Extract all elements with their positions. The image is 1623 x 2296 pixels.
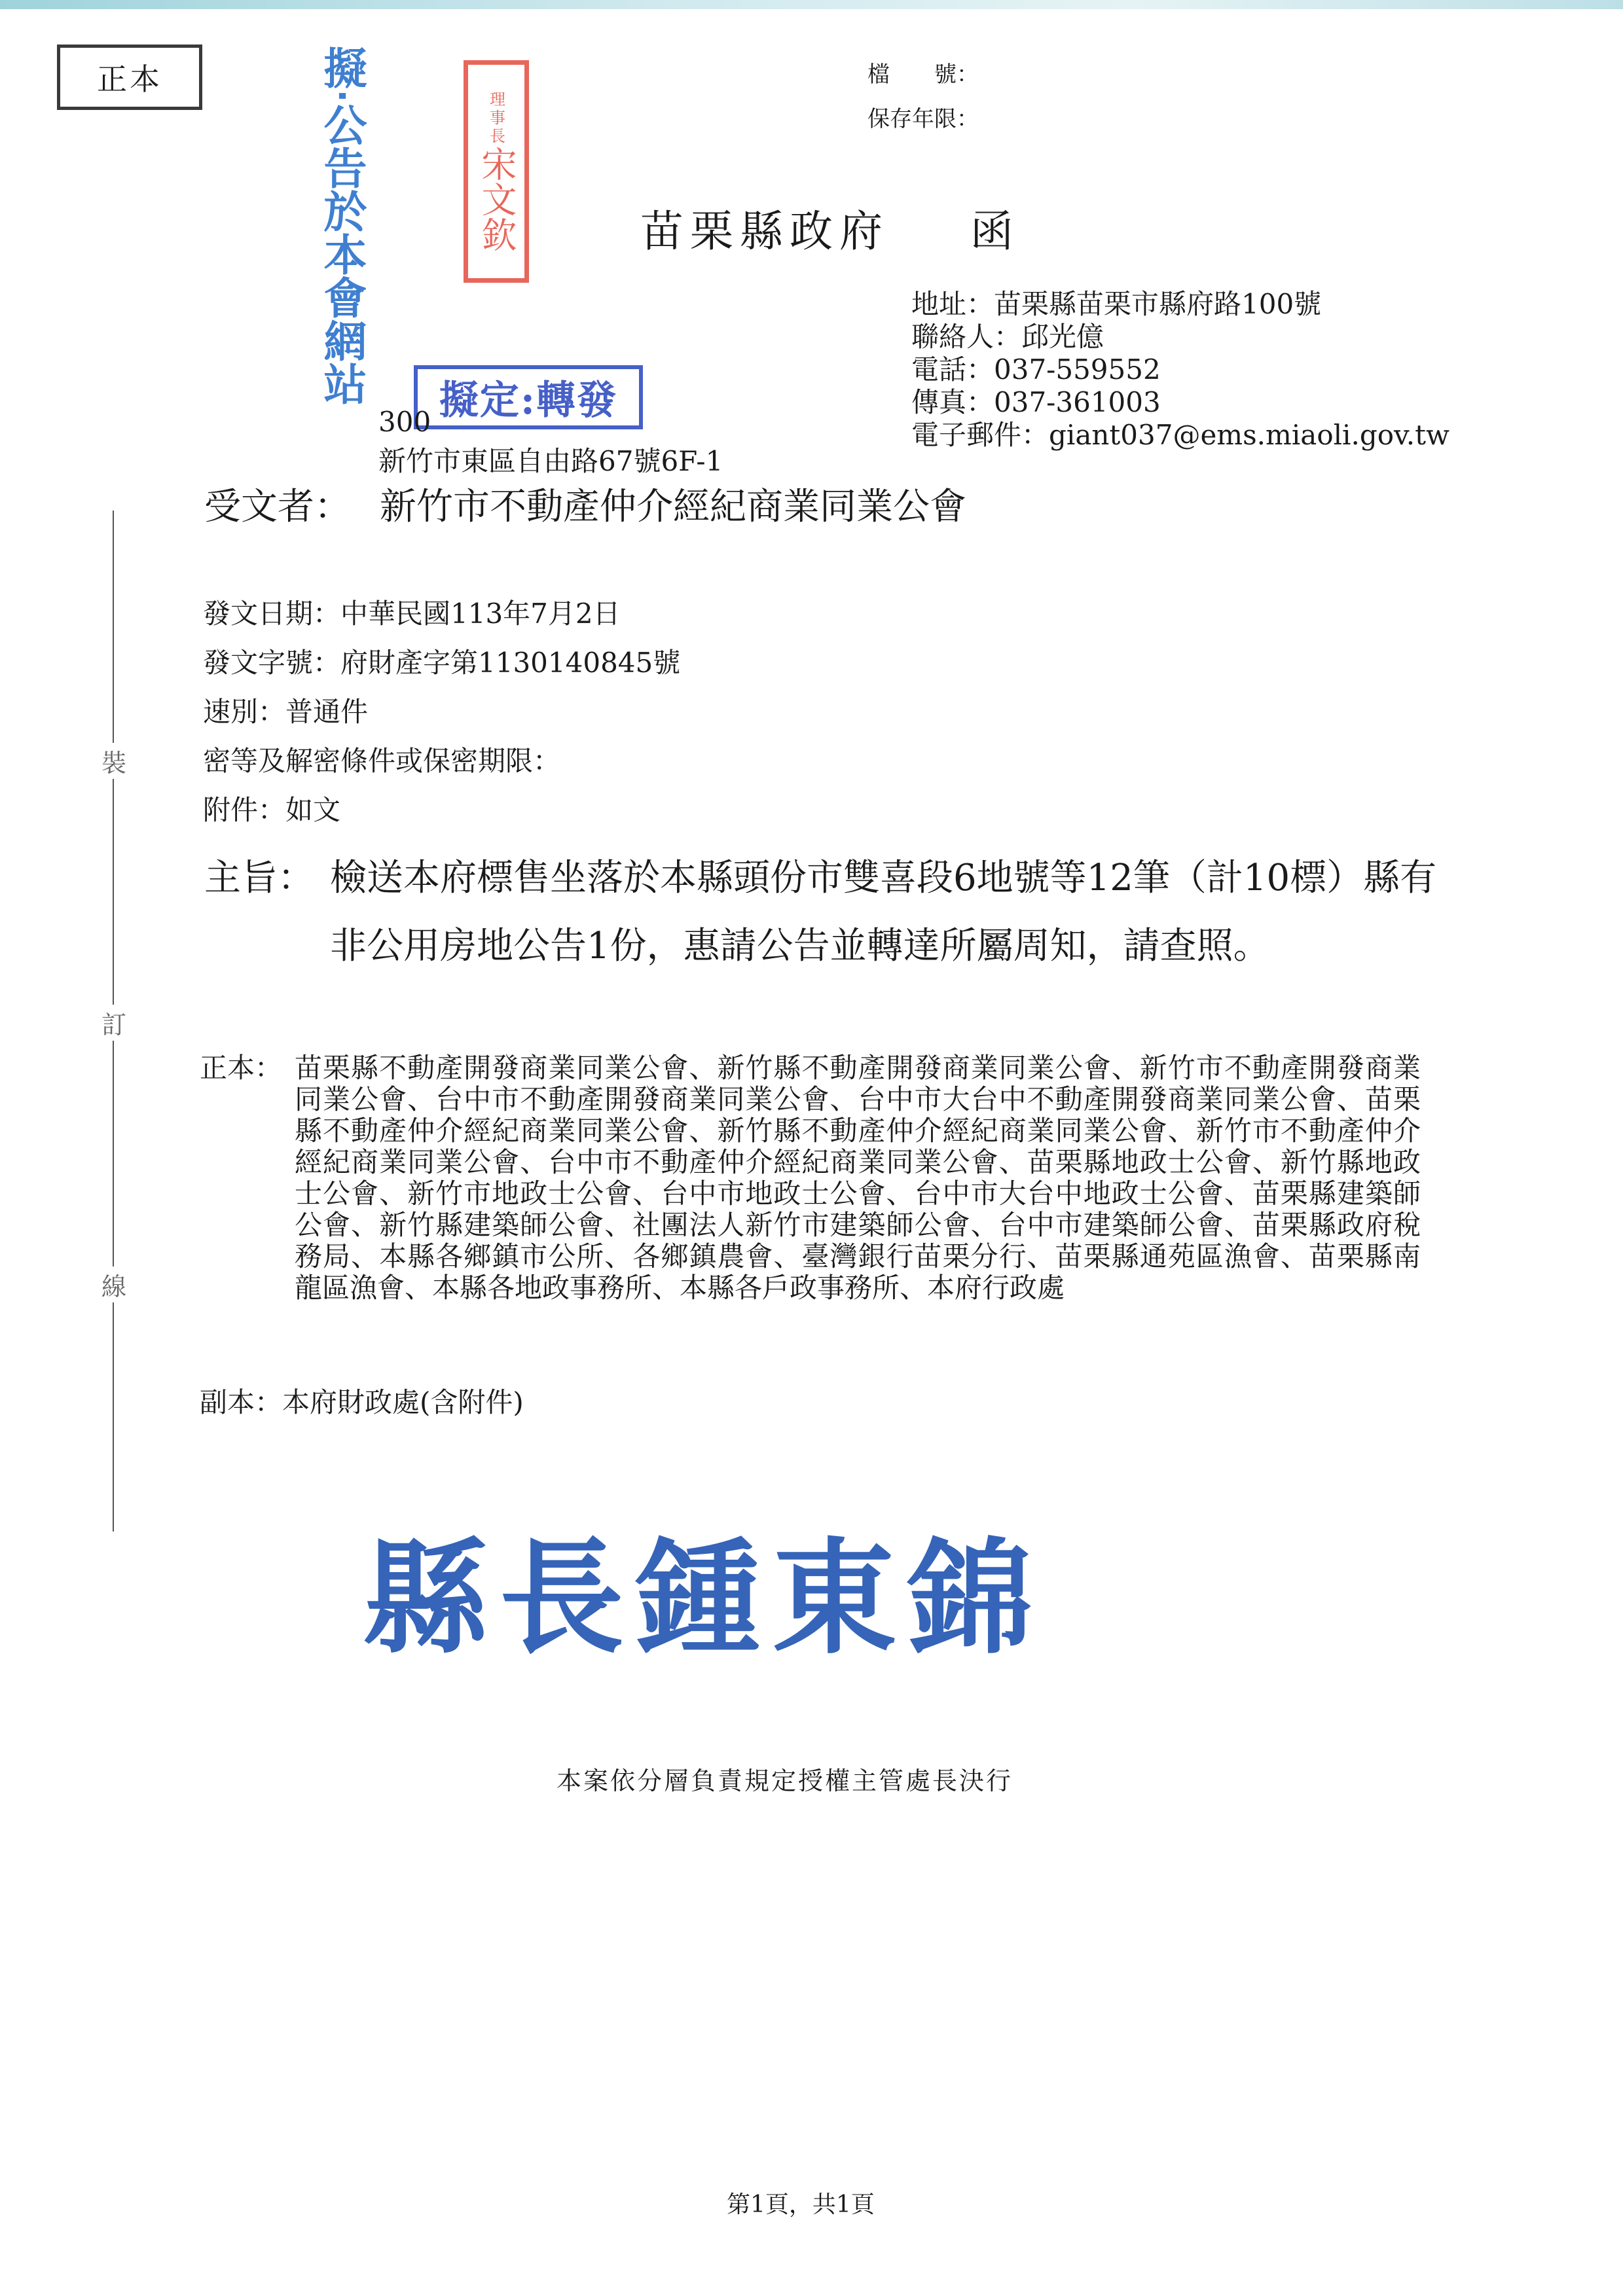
binding-line: [101, 511, 126, 1532]
file-meta: [867, 52, 979, 141]
cc-label: 副本：: [200, 1386, 283, 1418]
contact-fax: 傳真：037-361003: [911, 386, 1161, 418]
field-doc-number: 發文字號： 府財產字第1130140845號: [203, 647, 681, 679]
magistrate-signature-stamp: 縣長鍾東錦: [363, 1526, 1045, 1671]
copy-type-label: 正本: [97, 62, 162, 97]
subject-label: 主旨：: [204, 857, 314, 899]
field-attachment: 附件： 如文: [203, 794, 341, 826]
contact-block: [911, 288, 1450, 452]
binding-mark-ding: 訂: [100, 1005, 128, 1041]
document-title: [640, 196, 1020, 259]
recipient-zip: 300: [378, 406, 431, 438]
contact-person: 聯絡人：邱光億: [911, 321, 1104, 353]
field-speed: 速別： 普通件: [203, 696, 369, 728]
cc-block: [200, 1381, 524, 1420]
recipient-address: 新竹市東區自由路67號6F-1: [378, 445, 723, 477]
field-confidentiality: 密等及解密條件或保密期限：: [203, 745, 561, 777]
seal-name: 宋文欽: [476, 146, 517, 252]
contact-address: 地址：苗栗縣苗栗市縣府路100號: [911, 288, 1322, 320]
distribution-text: 苗栗縣不動產開發商業同業公會、新竹縣不動產開發商業同業公會、新竹市不動產開發商業同業公會、台中市不動產開發商業同業公會、台中市大台中不動產開發商業同業公會、苗栗縣不動產仲介經紀商業同業公會、新竹縣不動產仲介經紀商業同業公會、新竹市不動產仲介經紀商業同業公會、台中市不動產仲介經紀商業同業公會、苗栗縣地政士公會、新竹縣地政士公會、新竹市地政士公會、台中市地政士公會、台中市大台中地政士公會、苗栗縣建築師公會、新竹縣建築師公會、社團法人新竹市建築師公會、台中市建築師公會、苗栗縣政府稅務局、本縣各鄉鎮市公所、各鄉鎮農會、臺灣銀行苗栗分行、苗栗縣通苑區漁會、苗栗縣南龍區漁會、本縣各地政事務所、本縣各戶政事務所、本府行政處: [295, 1052, 1421, 1304]
distribution-label: 正本：: [200, 1052, 283, 1084]
recipient-label: 受文者：: [204, 486, 351, 528]
delegation-note: 本案依分層負責規定授權主管處長決行: [556, 1767, 1013, 1795]
recipient-name: 新竹市不動產仲介經紀商業同業公會: [380, 486, 966, 528]
page-number: 第1頁，共1頁: [727, 2191, 875, 2218]
field-date: 發文日期： 中華民國113年7月2日: [203, 598, 621, 630]
retention-label: 保存年限：: [867, 106, 979, 132]
document-fields: [203, 592, 680, 838]
chairman-seal: [464, 60, 529, 283]
file-number-label: 檔 號：: [867, 62, 979, 88]
contact-phone: 電話：037-559552: [911, 353, 1161, 386]
binding-mark-zhuang: 裝: [100, 743, 128, 779]
binding-mark-xian: 線: [100, 1266, 128, 1302]
copy-type-box: [57, 45, 202, 110]
agency-name: 苗栗縣政府: [640, 206, 889, 257]
cc-text: 本府財政處(含附件): [282, 1386, 524, 1418]
subject-text: 檢送本府標售坐落於本縣頭份市雙喜段6地號等12筆（計10標）縣有非公用房地公告1份，惠請公告並轉達所屬周知，請查照。: [330, 857, 1437, 967]
handwritten-approval-stamp: 擬‧公告於本會網站: [316, 46, 367, 405]
scan-edge: [0, 0, 1623, 9]
seal-title: 理事長: [486, 91, 505, 146]
contact-email: 電子郵件：giant037@ems.miaoli.gov.tw: [911, 419, 1450, 451]
forward-decision-stamp: 擬定:轉發: [414, 365, 643, 429]
document-type: 函: [970, 206, 1020, 257]
